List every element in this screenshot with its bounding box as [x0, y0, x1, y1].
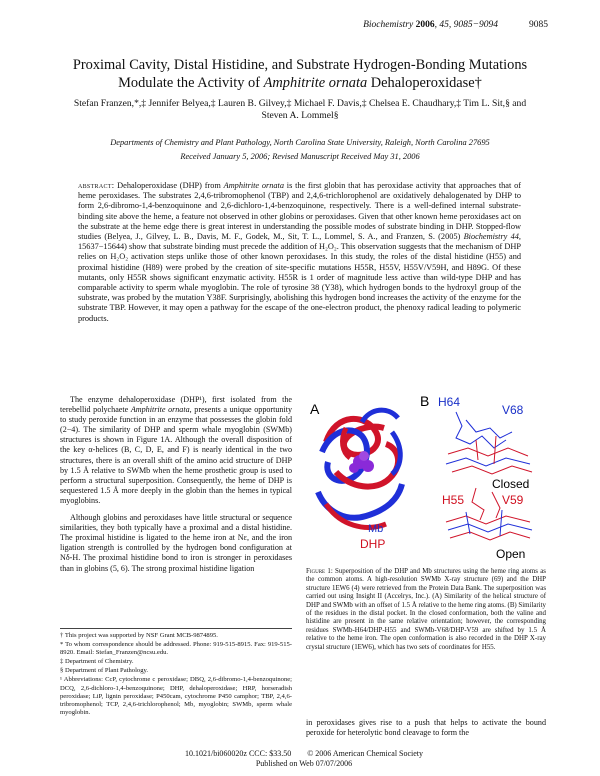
footnotes: † This project was supported by NSF Grant MCB-9874895. * To whom correspondence should be addressed. Phone: 919-515-8915. Fax: 919-515-8920. Email: Stefan_Franzen@ncsu.edu. ‡ Department of Chemistry. § Department of Plant Pathology. ¹ Abbreviations: CcP, cytochrome c peroxidase; DBQ, 2,6-dibromo-1,4-benzoquinone; DCQ, 2,6-dichloro-1,4-benzoquinone; DHP, dehaloperoxidase; HRP, horseradish peroxidase; LiP, lignin peroxidase; P450cam, cytochrome P450 camphor; TBP, 2,4,6-tribromophenol; TCP, 2,4,6-trichlorophenol; Mb, myoglobin; SWMb, sperm whale myoglobin.: [60, 628, 292, 718]
abstract-label: abstract:: [78, 181, 115, 190]
label-h55: H55: [442, 493, 465, 507]
figure-1: [306, 392, 546, 564]
page-number: 9085: [529, 20, 548, 30]
label-v68: V68: [502, 403, 524, 417]
body-right-column: in peroxidases gives rise to a push that helps to activate the bound peroxide for heterolytic bond cleavage to form the: [306, 718, 546, 738]
page-footer: 10.1021/bi060020z CCC: $33.50 © 2006 American Chemical Society Published on Web 07/07/2006: [184, 749, 424, 768]
abstract: abstract: Dehaloperoxidase (DHP) from Amphitrite ornata is the first globin that has peroxidase activity that approaches that of heme peroxidases. The substrates 2,4,6-tribromophenol (TBP) and 2,4,6-trichlorophenol are oxidatively dehalogenated by DHP to form 2,6-dibromo-1,4-benzoquinone and 2,6-dichloro-1,4-benzoquinone, respectively. There is a well-defined internal substrate-binding site above the heme, a feature not observed in other globins or peroxidases. Given that other known heme peroxidases act on the substrate at the heme edge there is great interest in understanding the possible modes of substrate binding in DHP. Stopped-flow studies (Belyea, J., Gilvey, L. B., Davis, M. F., Godek, M., Sit, T. L., Lommel, S. A., and Franzen, S. (2005) Biochemistry 44, 15637−15644) show that substrate binding must precede the addition of H₂O₂. This observation suggests that the mechanism of DHP relies on H₂O₂ activation steps unlike those of other known peroxidases. In this study, the roles of the distal histidine (H55) and proximal histidine (H89) were probed by the creation of site-specific mutations H55R, H55V, H55V/V59H, and H89G. Of these mutants, only H55R shows significant enzymatic activity. H55R is 1 order of magnitude less active than wild-type DHP and has comparable activity to sperm whale myoglobin. The role of tyrosine 38 (Y38), which hydrogen bonds to the hydroxyl group of the substrate, was probed by the mutation Y38F. Surprisingly, abolishing this hydrogen bond increases the activity of the enzyme for the substrate TBP. However, it may open a pathway for the escape of the one-electron product, the phenoxy radical leading to polymeric products.: [78, 181, 521, 323]
running-head: [60, 20, 548, 34]
label-open: Open: [496, 547, 526, 561]
affiliation: Departments of Chemistry and Plant Pathology, North Carolina State University, Raleigh, North Carolina 27695 Received January 5, 2006; Revised Manuscript Received May 31, 2006: [40, 137, 560, 162]
body-left-column: [60, 395, 292, 581]
panel-b-label: B: [420, 393, 430, 409]
label-closed: Closed: [492, 477, 530, 491]
author-list: Stefan Franzen,*,‡ Jennifer Belyea,‡ Lauren B. Gilvey,‡ Michael F. Davis,‡ Chelsea E. Chaudhary,‡ Tim L. Sit,§ and Steven A. Lommel§: [73, 98, 527, 121]
paragraph: The enzyme dehaloperoxidase (DHP¹), first isolated from the terebellid polychaete Amphitrite ornata, presents a unique opportunity to study peroxide function in an enzyme that possesses the globin fold (2−4). The similarity of DHP and sperm whale myoglobin (SWMb) structures is shown in Figure 1A. Although the overall disposition of the key α-helices (B, C, D, E, and F) is nearly identical in the two structures, there is an overall shift of the amino acid structure of DHP by 1.5 Å relative to SWMb when the heme prosthetic group is used to perform a structural superposition. Consequently, the heme of DHP is sequestered 1.5 Å more deeply in the globin than the hemes in typical myoglobins.: [60, 395, 293, 505]
journal-citation: Biochemistry 2006, 45, 9085−9094: [363, 20, 498, 30]
panel-a-label: A: [310, 401, 320, 417]
figure-caption: Figure 1: Superposition of the DHP and Mb structures using the heme ring atoms as the common atoms. A high-resolution SWMb X-ray structure (69) and the DHP structure 1EW6 (4) were retrieved from the Protein Data Bank. The superposition was carried out using Insight II (Accelrys, Inc.). (A) Similarity of the helical structure of DHP and SWMb with an offset of 1.5 Å relative to the heme ring atoms. (B) Similarity of the residues in the distal pocket. In the closed conformation, both the valine and histidine are present in the same relative orientation; however, the corresponding residues SWMb-H64/DHP-H55 and SWMb-V68/DHP-V59 are shifted by 1.5 Å relative to the heme iron. The open conformation is also recorded in the DHP X-ray crystal structure (1EW6), which has two sets of coordinates for H55.: [306, 568, 546, 651]
label-mb: Mb: [368, 523, 384, 535]
received-dates: Received January 5, 2006; Revised Manuscript Received May 31, 2006: [180, 152, 420, 161]
label-v59: V59: [502, 493, 524, 507]
closed-sticks: [446, 412, 532, 474]
panel-a-ribbons: [318, 410, 402, 527]
label-dhp: DHP: [360, 537, 386, 551]
article-title: Proximal Cavity, Distal Histidine, and Substrate Hydrogen-Bonding Mutations Modulate the Activity of Amphitrite ornata Dehaloperoxidase†: [72, 57, 528, 91]
paragraph: Although globins and peroxidases have little structural or sequence similarities, they both typically have a proximal and a distal histidine. The proximal histidine is ligated to the heme iron at Nε, and the iron ligation strength is controlled by the hydrogen bond configuration at Nδ-H. The proximal histidine bond to iron is stronger in peroxidases than in globins (5, 6). The strong proximal histidine ligation: [60, 513, 292, 573]
label-h64: H64: [438, 395, 461, 409]
